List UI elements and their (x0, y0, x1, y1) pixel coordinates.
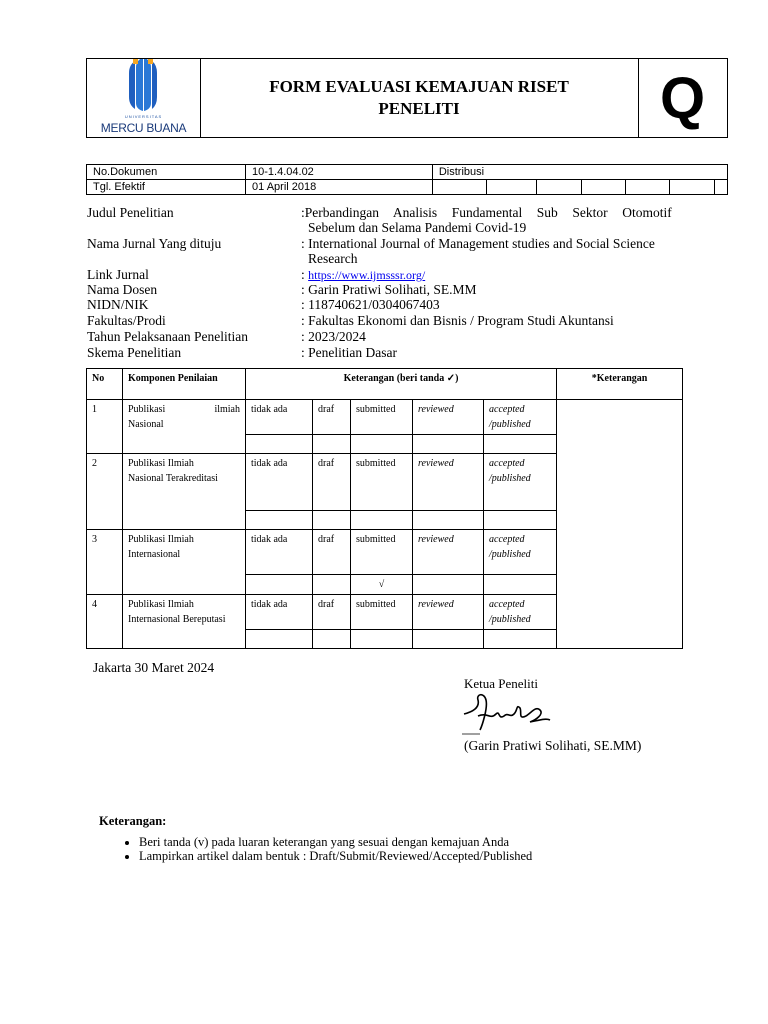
form-title-text: FORM EVALUASI KEMAJUAN RISET PENELITI (269, 77, 569, 118)
check-cell[interactable] (313, 435, 351, 454)
row-komponen (123, 400, 246, 454)
meta-value: Penelitian Dasar (308, 345, 397, 360)
status-submitted: submitted (351, 400, 413, 435)
check-cell[interactable] (413, 511, 484, 530)
status-accepted (484, 400, 557, 435)
meta-label: Fakultas/Prodi (87, 313, 166, 328)
row-no: 1 (87, 400, 123, 454)
meta-value: 2023/2024 (308, 329, 366, 344)
meta-value-journal (301, 236, 674, 266)
meta-value-row (301, 313, 674, 328)
meta-label: Nama Dosen (87, 282, 158, 297)
komponen-line: Publikasi ilmiah (128, 404, 240, 415)
row-komponen (123, 454, 246, 530)
komponen-line: Publikasi Ilmiah (128, 534, 194, 545)
check-cell[interactable] (246, 435, 313, 454)
signer-name: (Garin Pratiwi Solihati, SE.MM) (464, 738, 642, 753)
check-cell[interactable] (484, 630, 557, 649)
check-cell[interactable] (313, 575, 351, 595)
table-header (87, 369, 683, 400)
status-draf: draf (313, 454, 351, 511)
komponen-line: Nasional (128, 419, 164, 430)
status-accepted-text: accepted (489, 458, 525, 469)
meta-value-link-row (301, 267, 674, 283)
signature-icon (460, 690, 552, 736)
status-published-text: /published (489, 419, 531, 430)
check-cell[interactable] (351, 630, 413, 649)
logo-small-text: UNIVERSITAS (124, 114, 163, 119)
status-reviewed: reviewed (413, 530, 484, 575)
header-komponen: Komponen Penilaian (123, 369, 246, 400)
status-accepted-text: accepted (489, 599, 525, 610)
distribusi-cell (625, 180, 669, 195)
notes-list (99, 835, 532, 863)
meta-value: Perbandingan Analisis Fundamental Sub Sektor Otomotif (304, 205, 672, 220)
distribusi-cell (670, 180, 715, 195)
keterangan-note-cell (557, 400, 683, 649)
check-cell[interactable] (246, 575, 313, 595)
place-date: Jakarta 30 Maret 2024 (93, 660, 215, 675)
meta-label: Link Jurnal (87, 267, 149, 282)
check-cell[interactable] (313, 630, 351, 649)
row-komponen (123, 530, 246, 595)
header-keterangan: Keterangan (beri tanda ✓) (246, 369, 557, 400)
komponen-line: Nasional Terakreditasi (128, 473, 218, 484)
meta-value: 118740621/0304067403 (308, 297, 440, 312)
signer-role: Ketua Peneliti (464, 676, 539, 691)
check-cell[interactable] (313, 511, 351, 530)
colon: : (301, 236, 305, 251)
check-cell[interactable] (351, 511, 413, 530)
no-dokumen-value: 10-1.4.04.02 (246, 165, 433, 180)
meta-label: NIDN/NIK (87, 297, 149, 312)
status-tidak-ada: tidak ada (246, 454, 313, 511)
status-accepted (484, 530, 557, 575)
meta-value-row (301, 282, 674, 297)
meta-value-cont: Research (308, 251, 358, 266)
table-row (87, 400, 683, 435)
colon: : (301, 267, 305, 282)
journal-link[interactable]: https://www.ijmsssr.org/ (308, 268, 426, 282)
meta-value: Garin Pratiwi Solihati, SE.MM (308, 282, 477, 297)
meta-value: Fakultas Ekonomi dan Bisnis / Program Studi Akuntansi (308, 313, 614, 328)
distribusi-cell (581, 180, 625, 195)
distribusi-cell (432, 180, 486, 195)
colon: : (301, 297, 305, 312)
check-cell[interactable] (484, 575, 557, 595)
meta-value-row (301, 297, 674, 312)
check-cell[interactable] (246, 511, 313, 530)
status-draf: draf (313, 400, 351, 435)
status-reviewed: reviewed (413, 595, 484, 630)
distribusi-cell (715, 180, 728, 195)
notes-title: Keterangan: (99, 814, 167, 828)
document-info-table (86, 164, 728, 195)
distribusi-cell (537, 180, 581, 195)
distribusi-cell (486, 180, 536, 195)
check-cell[interactable] (246, 630, 313, 649)
check-cell[interactable] (413, 575, 484, 595)
no-dokumen-label: No.Dokumen (87, 165, 246, 180)
komponen-line: Internasional Bereputasi (128, 614, 226, 625)
meta-value: International Journal of Management studies and Social Science (308, 236, 655, 251)
code-letter: Q (659, 65, 706, 131)
status-published-text: /published (489, 549, 531, 560)
meta-value-title (301, 205, 674, 235)
list-item: • Beri tanda (v) pada luaran keterangan yang sesuai dengan kemajuan Anda (139, 835, 532, 849)
status-submitted: submitted (351, 530, 413, 575)
check-cell[interactable] (484, 435, 557, 454)
status-tidak-ada: tidak ada (246, 530, 313, 575)
status-reviewed: reviewed (413, 454, 484, 511)
row-no: 4 (87, 595, 123, 649)
row-no: 2 (87, 454, 123, 530)
colon: : (301, 329, 305, 344)
status-accepted-text: accepted (489, 404, 525, 415)
check-cell[interactable] (351, 435, 413, 454)
status-draf: draf (313, 530, 351, 575)
meta-label: Skema Penelitian (87, 345, 182, 360)
status-published-text: /published (489, 614, 531, 625)
status-published-text: /published (489, 473, 531, 484)
form-title (200, 59, 639, 137)
status-accepted (484, 595, 557, 630)
status-reviewed: reviewed (413, 400, 484, 435)
komponen-line: Publikasi Ilmiah (128, 599, 194, 610)
status-tidak-ada: tidak ada (246, 400, 313, 435)
komponen-line: Internasional (128, 549, 181, 560)
meta-value-cont: Sebelum dan Selama Pandemi Covid-19 (308, 220, 527, 235)
mercu-buana-logo-icon (87, 59, 200, 119)
status-submitted: submitted (351, 454, 413, 511)
colon: : (301, 205, 305, 220)
tgl-efektif-label: Tgl. Efektif (87, 180, 246, 195)
university-logo (87, 59, 201, 137)
document-header (86, 58, 728, 138)
colon: : (301, 313, 305, 328)
status-submitted: submitted (351, 595, 413, 630)
meta-label: Judul Penelitian (87, 205, 174, 220)
status-accepted (484, 454, 557, 511)
row-komponen (123, 595, 246, 649)
colon: : (301, 345, 305, 360)
check-cell[interactable] (484, 511, 557, 530)
status-draf: draf (313, 595, 351, 630)
tgl-efektif-value: 01 April 2018 (246, 180, 433, 195)
komponen-line: Publikasi Ilmiah (128, 458, 194, 469)
list-item: • Lampirkan artikel dalam bentuk : Draft/Submit/Reviewed/Accepted/Published (139, 849, 532, 863)
logo-text: MERCU BUANA (100, 121, 187, 135)
evaluation-table (86, 368, 683, 649)
meta-value-row (301, 329, 674, 344)
meta-value-row (301, 345, 674, 360)
meta-label: Nama Jurnal Yang dituju (87, 236, 222, 251)
distribusi-label: Distribusi (432, 165, 727, 180)
notes-section (99, 814, 532, 863)
status-tidak-ada: tidak ada (246, 595, 313, 630)
check-cell[interactable] (413, 435, 484, 454)
meta-label: Tahun Pelaksanaan Penelitian (87, 329, 249, 344)
header-no: No (87, 369, 123, 400)
check-cell-submitted-mark[interactable]: √ (351, 575, 413, 595)
header-keterangan-note: *Keterangan (557, 369, 683, 400)
check-cell[interactable] (413, 630, 484, 649)
colon: : (301, 282, 305, 297)
row-no: 3 (87, 530, 123, 595)
status-accepted-text: accepted (489, 534, 525, 545)
